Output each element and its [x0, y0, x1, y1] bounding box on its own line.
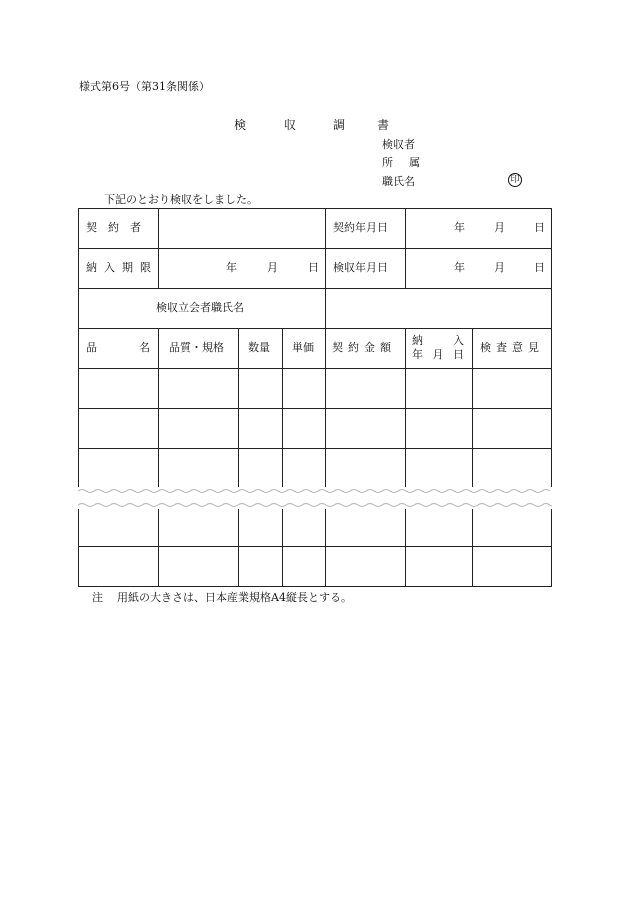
contractor-label: 契 約 者 [86, 221, 141, 234]
document-title-char: 収 [284, 118, 297, 132]
date-year: 年 [454, 221, 465, 234]
col-delivery-char: 納 [412, 334, 423, 347]
col-quality-spec: 品質・規格 [169, 341, 224, 354]
date-day: 日 [534, 221, 545, 234]
inspection-form-table [78, 208, 552, 587]
affiliation-label [382, 157, 420, 168]
date-day: 日 [308, 261, 319, 274]
witness-label: 検収立会者職氏名 [156, 301, 244, 314]
col-contract-amount: 契約金額 [332, 341, 396, 354]
seal-mark: 印 [508, 173, 522, 187]
col-delivery-bottom [412, 349, 464, 360]
col-delivery-char: 月 [432, 348, 444, 361]
col-delivery-top [412, 335, 464, 346]
date-year: 年 [454, 261, 465, 274]
contract-date-label: 契約年月日 [333, 221, 388, 234]
document-title-char: 調 [333, 118, 346, 132]
position-name-label: 職氏名 [382, 175, 415, 188]
document-title-char: 検 [234, 118, 247, 132]
inspection-date-label: 検収年月日 [333, 261, 388, 274]
date-month: 月 [494, 261, 505, 274]
delivery-deadline-label: 納入期限 [86, 261, 158, 274]
footnote-text: 用紙の大きさは、日本産業規格A4縦長とする。 [117, 591, 352, 604]
col-delivery-char: 年 [412, 348, 423, 361]
date-year: 年 [226, 261, 237, 274]
col-item-name-char: 名 [139, 341, 150, 354]
col-delivery-char: 日 [453, 348, 464, 361]
date-month: 月 [267, 261, 278, 274]
statement-text: 下記のとおり検収をしました。 [104, 193, 258, 206]
col-item-name [86, 342, 150, 353]
col-item-name-char: 品 [86, 341, 97, 354]
col-quantity: 数量 [248, 341, 270, 354]
inspector-label: 検収者 [382, 138, 415, 151]
date-day: 日 [534, 261, 545, 274]
footnote [92, 592, 352, 603]
form-number: 様式第6号（第31条関係） [79, 80, 210, 93]
date-month: 月 [494, 221, 505, 234]
affiliation-char: 所 [382, 156, 393, 169]
col-unit-price: 単価 [292, 341, 314, 354]
col-delivery-char: 入 [453, 334, 464, 347]
footnote-label: 注 [92, 591, 103, 604]
col-inspection-opinion: 検査意見 [480, 341, 544, 354]
document-title-char: 書 [377, 118, 390, 132]
affiliation-char: 属 [409, 156, 420, 169]
